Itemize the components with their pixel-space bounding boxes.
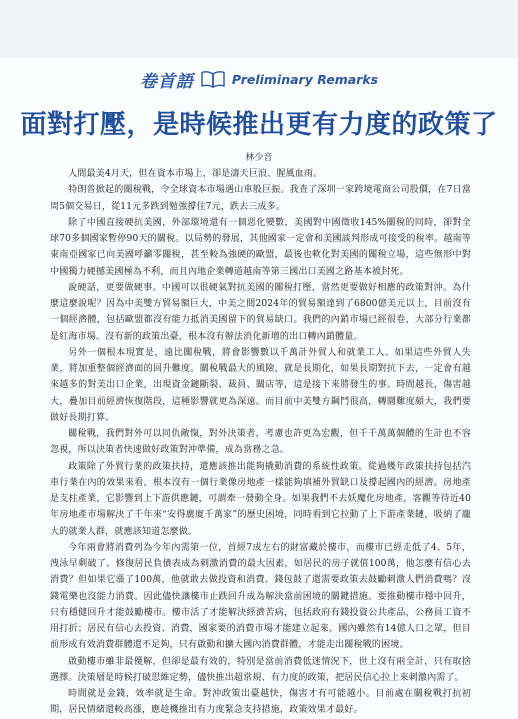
paragraph: 時間就是金錢，效率就是生命。對沖政策出臺越快，傷害才有可能越小。目前處在關稅戰打抗初期，居民情緒還較高漲，應趁機推出有力度緊急支持措施，政策效果才最好。 — [50, 689, 471, 716]
article-title: 面對打壓，是時候推出更有力度的政策了 — [20, 110, 498, 140]
paragraph: 說硬話，更要做硬事。中國可以很硬氣對抗美國的關稅打壓，當然更要做好相應的政策對沖。為什麼這麼說呢？因為中美雙方貿易額巨大，中美之間2024年的貿易額達到了6800億美元以上，目前沒有一個經濟體，包括歐盟都沒有能力抵消美國留下的貿易缺口。我們的內銷市場已經很卷，大部分行業都是紅海市場。沒有新的政策出臺，根本沒有辦法消化新增的出口轉內銷體量。 — [50, 282, 471, 342]
paragraph: 關稅戰，我們對外可以同仇敵愾，對外決策者，考慮也許更為宏觀，但千千萬萬個體的生計也不容忽視，所以決策者快速做好政策對沖準備，成為當務之急。 — [50, 429, 471, 456]
paragraph: 特朗普掀起的關稅戰，令全球資本市場遇山車般巨振。我查了深圳一家跨境電商公司股價，在7日當周5個交易日，從11元多跌到勉強撐住7元，跌去三成多。 — [50, 185, 471, 212]
section-header — [0, 68, 518, 90]
paragraph: 人間最美4月天，但在資本市場上，卻是濤天巨浪、腥風血雨。 — [68, 169, 323, 179]
article-body — [50, 166, 471, 719]
paragraph: 今年兩會將消費列為今年內需第一位，首經7成左右的財富藏於樓市，而樓市已經走低了4、5年，洩泳早剩破了。修復居民負債表成為刺激消費的最大因素，如居民的房子就值100萬，他怎麼有信心去消費？但如果它漲了100萬，他就敢去做投資和消費。錢包鼓了還需要政策去鼓勵刺激人們消費嗎？沒錢電樂也沒能力消費。因此儘快讓樓市止跌回升成為解決當前困境的關鍵措施。要推動樓市穩中回升，只有穩健回升才能鼓勵樓市。樓市活了才能解決經濟苦病，包括政府有錢投資公共產品，公務員工資不用打折；居民有信心去投資、消費，國家要的消費市場才能建立起來。國內雖然有14億人口之眾，但目前形成有效消費群體還不足夠，只有啟動和擴大國內消費群體，才能走出關稅戰的困境。 — [50, 542, 471, 651]
article-author: 林少音 — [245, 153, 273, 163]
top-band — [0, 0, 518, 58]
paragraph: 政策除了外貿行業的政策扶持，還應該推出能夠撬動消費的系統性政策。從過幾年政策扶持包括汽車行業在內的效果來看，根本沒有一個行業像房地產一樣能夠填補外貿缺口及撐起國內的經濟。房地產是支柱產業，它影響到上下游供應鏈，可謂牽一發動全身。如果我們不去妖魔化房地產，客觀等待近40年房地產市場解決了千年來“安得廣廈千萬家”的歷史困境，同時看到它拉動了上下游產業鏈，吸納了龐大的就業人群，就應該知道怎麼做。 — [50, 461, 471, 537]
section-title-cn: 卷首語 — [139, 71, 194, 92]
paragraph: 除了中國直接硬抗美國，外部環境還有一個惡化變數，美國對中國徵收145%關稅的同時，卻對全球70多個國家暫停90天的關稅。以局勢的發展，其他國家一定會和美國談判形成可接受的稅率。越南等東南亞國家已向美國呼籲零關稅，甚至較為強硬的歐盟，最後也軟化對美國的關稅立場，這些無形中對中國獨力硬撼美國極為不利，而且內地企業轉道越南等第三國出口美國之路基本被封死。 — [50, 217, 471, 277]
section-title-en: Preliminary Remarks — [231, 71, 379, 87]
paragraph: 啟動樓市雖非最優解，但卻是最有效的，特別是當前消費低迷情況下，世上沒有兩全計，只有取捨選擇。決策層是時候打破思維定勢，儘快推出超常規、有力度的政策，把居民信心拉上來刺激內需了。 — [50, 656, 471, 683]
paragraph: 另外一個根本現實是，遠比關稅戰，將會影響數以千萬計外貿人和就業工人。如果這些外貿人失業，將加重整個經濟面的回升難度。關稅戰最大的風險，就是長期化，如果長期對抗下去，一定會有越來越多的對美出口企業，出現資金鏈斷裂、裁員、關店等，這是接下來將發生的事。時間越長，傷害越大，疊加目前經濟恢復階段，這種影響就更為深遠。而目前中美雙方鋼鬥很高，轉圜難度頗大，我們要做好長期打算。 — [50, 347, 471, 423]
open-book-icon — [200, 70, 226, 88]
